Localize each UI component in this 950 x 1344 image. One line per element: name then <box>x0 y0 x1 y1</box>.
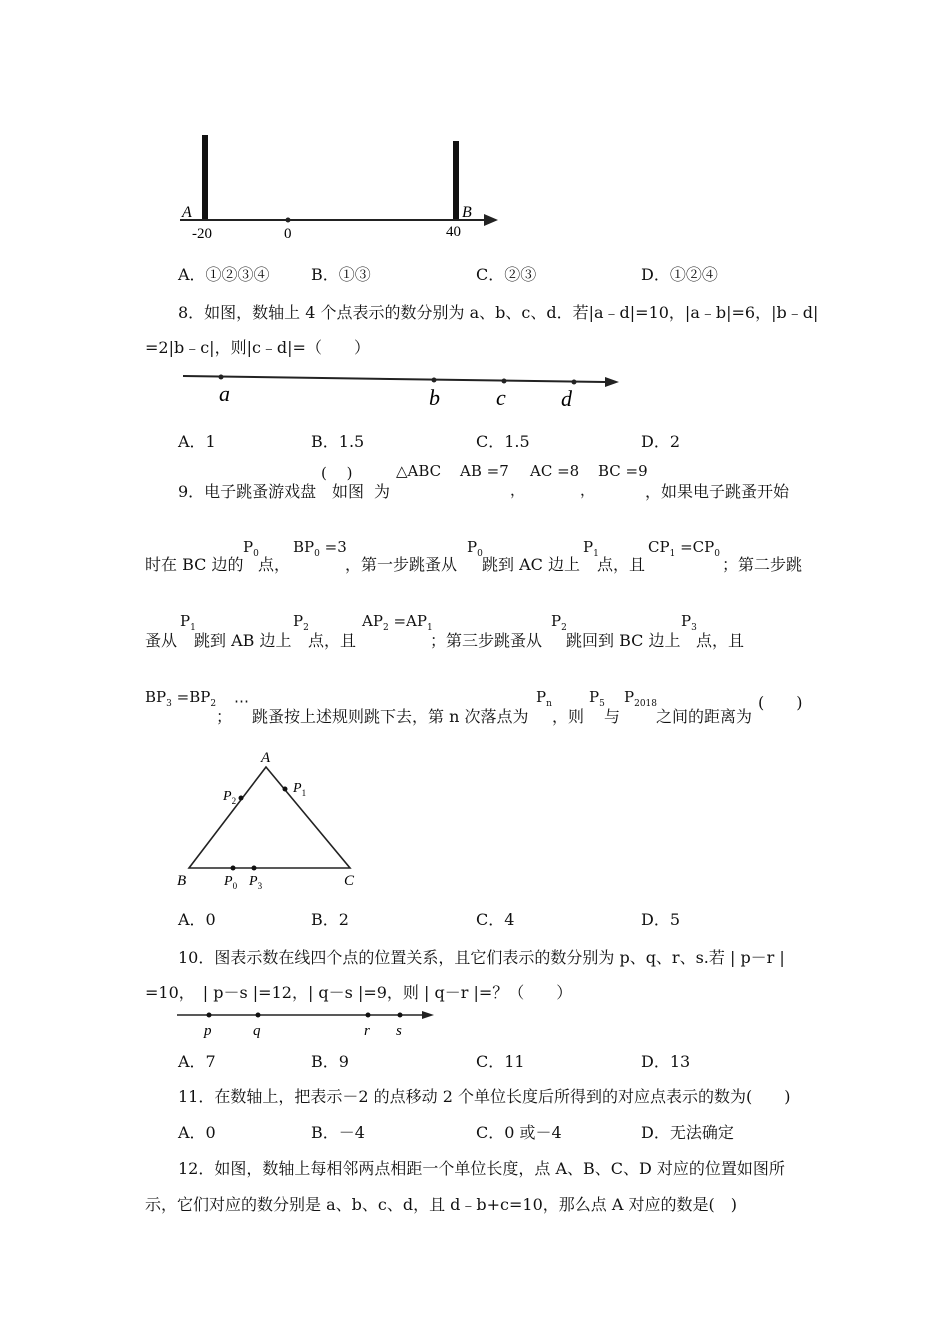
q8-label-a: a <box>219 381 230 406</box>
q10-number-line <box>172 1005 442 1043</box>
q10-label-p: p <box>204 1023 212 1039</box>
q10-option-a: A．7 <box>178 1052 216 1071</box>
q9-ap2-ap1: $AP_2 =AP_1$ <box>362 612 433 633</box>
q9-line2-f: ；第二步跳 <box>722 555 803 574</box>
q9-p2-b: $P_2$ <box>551 612 567 633</box>
q10-label-q: q <box>253 1023 261 1039</box>
q9-line3-c: 点，且 <box>308 631 357 650</box>
q9-triangle-figure <box>170 745 370 895</box>
q9-is: 为 <box>374 482 391 501</box>
q9-line4-c: 与 <box>604 707 621 726</box>
label-p2: $P_2$ <box>223 789 237 806</box>
q9-p1-a: $P_1$ <box>583 538 599 559</box>
q8-option-c: C．1.5 <box>476 432 530 451</box>
q8-option-d: D．2 <box>641 432 681 451</box>
q8-number-line <box>175 365 625 413</box>
tick-minus-20: -20 <box>192 226 212 242</box>
q8-point-b <box>432 378 437 383</box>
vertex-c: C <box>344 873 355 889</box>
q9-ellipsis: ⋯ <box>234 692 249 710</box>
vertex-a: A <box>261 750 271 766</box>
q10-label-r: r <box>364 1023 370 1039</box>
q9-bp3-bp2: $BP_3 =BP_2$ <box>145 688 217 709</box>
q8-point-c <box>502 379 507 384</box>
axis-arrow <box>484 214 498 226</box>
q7-option-b: B．①③ <box>311 265 371 284</box>
tick-40: 40 <box>446 224 461 240</box>
triangle-abc <box>189 767 350 868</box>
q7-option-a: A．①②③④ <box>178 265 270 284</box>
q9-paren: ( ) <box>321 464 353 482</box>
q9-p3-a: $P_3$ <box>681 612 697 633</box>
q11-option-a: A．0 <box>178 1123 216 1142</box>
q9-option-a: A．0 <box>178 910 216 929</box>
q9-line4-a: 跳蚤按上述规则跳下去，第 n 次落点为 <box>252 707 529 726</box>
q9-line1-suffix: ，如果电子跳蚤开始 <box>645 482 790 501</box>
q9-p2018: $P_{2018}$ <box>624 688 657 709</box>
q11-option-c: C．0 或－4 <box>476 1123 562 1142</box>
label-p0: $P_0$ <box>224 874 238 891</box>
q9-semicolon: ； <box>216 707 233 726</box>
q9-p1-b: $P_1$ <box>180 612 196 633</box>
q9-line2-a: 时在 BC 边的 <box>145 555 244 574</box>
q8-label-d: d <box>561 386 572 411</box>
q9-line3-e: 跳回到 BC 边上 <box>566 631 681 650</box>
q7-option-d: D．①②④ <box>641 265 718 284</box>
q9-line1-prefix: 9．电子跳蚤游戏盘 <box>178 482 317 501</box>
q9-bc: BC =9 <box>598 462 648 480</box>
q12-line-1: 12．如图，数轴上每相邻两点相距一个单位长度，点 A、B、C、D 对应的位置如图所 <box>178 1159 785 1178</box>
point-p3 <box>252 866 257 871</box>
point-p2 <box>239 796 244 801</box>
q8-point-d <box>572 380 577 385</box>
q9-line2-d: 跳到 AC 边上 <box>482 555 580 574</box>
q9-cp1-cp0: $CP_1 =CP_0$ <box>648 538 720 559</box>
q8-label-c: c <box>496 385 506 410</box>
label-b: B <box>462 204 472 221</box>
q10-option-b: B．9 <box>311 1052 349 1071</box>
label-p1: $P_1$ <box>293 781 307 798</box>
q9-option-b: B．2 <box>311 910 349 929</box>
q8-label-b: b <box>429 385 440 410</box>
q7-option-c: C．②③ <box>476 265 537 284</box>
q8-point-a <box>219 375 224 380</box>
q11-option-b: B．－4 <box>311 1123 365 1142</box>
q9-line3-f: 点，且 <box>696 631 745 650</box>
q9-line4-b: ，则 <box>552 707 585 726</box>
q12-line-2: 示，它们对应的数分别是 a、b、c、d，且 d﹣b+c=10，那么点 A 对应的数是( ) <box>145 1195 737 1214</box>
label-p3: $P_3$ <box>249 874 263 891</box>
tick-0: 0 <box>284 226 292 242</box>
q9-p5: $P_5$ <box>589 688 605 709</box>
q8-option-a: A．1 <box>178 432 216 451</box>
q9-pn: $P_n$ <box>536 688 552 709</box>
q10-option-d: D．13 <box>641 1052 691 1071</box>
q8-axis <box>183 376 605 382</box>
q9-p2-a: $P_2$ <box>293 612 309 633</box>
q10-option-c: C．11 <box>476 1052 525 1071</box>
q9-line4-paren: ( ) <box>758 693 803 712</box>
q10-line-2: =10， | p－s |=12，| q－s |=9，则 | q－r |=？（ ） <box>145 983 573 1002</box>
q11-option-d: D．无法确定 <box>641 1123 734 1142</box>
q10-line-1: 10．图表示数在线四个点的位置关系，且它们表示的数分别为 p、q、r、s.若 | p－r | <box>178 948 785 967</box>
vertex-b: B <box>177 873 187 889</box>
point-p0 <box>231 866 236 871</box>
q8-line-2: =2|b﹣c|，则|c﹣d|=（ ） <box>145 338 370 357</box>
q10-arrow <box>422 1011 434 1019</box>
q9-bp0: $BP_0 =3$ <box>293 538 347 559</box>
q9-line2-b: 点， <box>258 555 291 574</box>
bar-a <box>202 135 208 221</box>
q10-point-r <box>366 1013 371 1018</box>
q9-option-c: C．4 <box>476 910 515 929</box>
number-line-figure-top <box>170 125 510 250</box>
label-a: A <box>182 204 192 221</box>
q10-point-s <box>398 1013 403 1018</box>
q10-point-q <box>256 1013 261 1018</box>
q9-ac: AC =8 <box>530 462 580 480</box>
q9-p0-b: $P_0$ <box>467 538 483 559</box>
q10-point-p <box>207 1013 212 1018</box>
q8-line-1: 8．如图，数轴上 4 个点表示的数分别为 a、b、c、d．若|a﹣d|=10，|a﹣b|=6，|b﹣d| <box>178 303 819 322</box>
q9-line4-d: 之间的距离为 <box>656 707 753 726</box>
q9-line2-c: ，第一步跳蚤从 <box>345 555 458 574</box>
q8-arrow <box>605 377 619 387</box>
q9-p0-a: $P_0$ <box>243 538 259 559</box>
q11-line-1: 11．在数轴上，把表示－2 的点移动 2 个单位长度后所得到的对应点表示的数为( ) <box>178 1087 791 1106</box>
zero-point <box>286 218 291 223</box>
point-p1 <box>283 787 288 792</box>
q9-line3-d: ；第三步跳蚤从 <box>430 631 543 650</box>
q9-ab: AB =7 <box>460 462 509 480</box>
q9-line3-b: 跳到 AB 边上 <box>194 631 292 650</box>
q9-triangle: △ABC <box>396 462 442 480</box>
bar-b <box>453 141 459 221</box>
q8-option-b: B．1.5 <box>311 432 365 451</box>
q10-label-s: s <box>396 1023 402 1039</box>
q9-option-d: D．5 <box>641 910 681 929</box>
q9-line3-a: 蚤从 <box>145 631 178 650</box>
q9-figure-ref: 如图 <box>332 482 365 501</box>
q9-line2-e: 点，且 <box>597 555 646 574</box>
